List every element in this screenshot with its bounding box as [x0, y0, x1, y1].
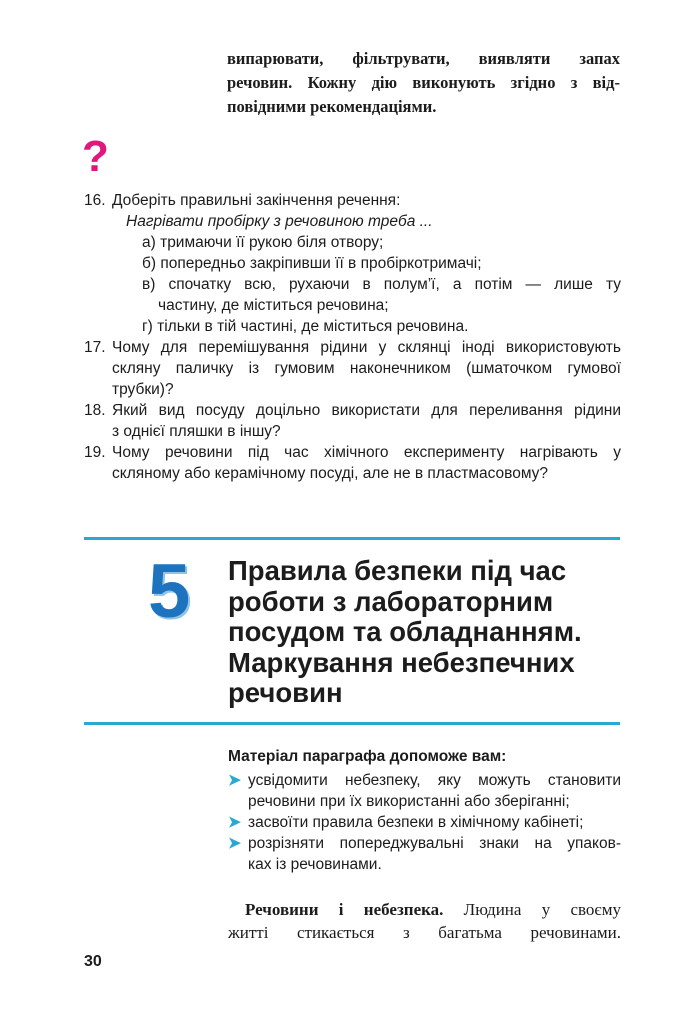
page-number: 30 [84, 953, 102, 970]
questions-list [84, 190, 621, 484]
chapter-title-line: Маркування небезпечних [228, 646, 575, 678]
chapter-title-line: посудом та обладнанням. [228, 616, 582, 647]
question-number: 17. [84, 339, 106, 356]
list-item-text: усвідомити небезпеку, яку можуть становити [248, 772, 621, 789]
list-item [228, 833, 621, 875]
chapter-title-line: Правила безпеки під час [228, 555, 567, 586]
question-number: 16. [84, 192, 106, 209]
question-text: скляну паличку із гумовим наконечником (шматочком гумової [112, 360, 621, 377]
divider-top [84, 537, 620, 540]
chapter-title [228, 556, 628, 709]
intro-line: речовин. Кожну дію виконують згідно з від- [227, 73, 620, 92]
question-19 [84, 442, 621, 463]
question-text: Чому для перемішування рідини у склянці іноді використовують [112, 339, 621, 356]
paragraph-line: житті стикається з багатьма речовинами. [228, 923, 621, 942]
question-text: з однієї пляшки в іншу? [112, 423, 281, 440]
question-option-c-continued: частину, де міститься речовина; [158, 297, 389, 314]
question-option-c: в) спочатку всю, рухаючи в полум’ї, а потім — лише ту [142, 276, 621, 293]
paragraph-line [228, 898, 621, 921]
question-number: 18. [84, 402, 106, 419]
question-17 [84, 337, 621, 358]
list-item [228, 812, 621, 833]
question-text: трубки)? [112, 381, 174, 398]
question-lead: Нагрівати пробірку з речовиною треба ... [126, 213, 433, 230]
question-18 [84, 400, 621, 421]
question-option-a: а) тримаючи її рукою біля отвору; [142, 234, 384, 251]
chevron-right-icon: ➤ [228, 835, 241, 852]
question-text: Чому речовини під час хімічного експерименту нагрівають у [112, 444, 621, 461]
question-option-b: б) попередньо закріпивши її в пробіркотримачі; [142, 255, 482, 272]
intro-line: повідними рекомендаціями. [227, 97, 437, 116]
intro-text [227, 47, 620, 119]
question-text: Який вид посуду доцільно використати для переливання рідини [112, 402, 621, 419]
question-text: Доберіть правильні закінчення речення: [112, 192, 401, 209]
question-number: 19. [84, 444, 106, 461]
intro-line: випарювати, фільтрувати, виявляти запах [227, 49, 620, 68]
question-text: скляному або керамічному посуді, але не в пластмасовому? [112, 465, 549, 482]
chapter-title-line: роботи з лабораторним [228, 585, 554, 617]
chapter-number: 5 [148, 549, 191, 634]
chapter-title-line: речовин [228, 677, 343, 708]
learning-goals [228, 746, 621, 875]
paragraph-text: Людина у своєму [443, 900, 621, 919]
list-item [228, 770, 621, 812]
learning-goals-title: Матеріал параграфа допоможе вам: [228, 748, 507, 765]
question-option-d: г) тільки в тій частині, де міститься речовина. [142, 318, 469, 335]
question-mark-icon: ? [82, 132, 109, 181]
body-paragraph [228, 898, 621, 944]
chevron-right-icon: ➤ [228, 772, 241, 789]
list-item-text: ках із речовинами. [248, 856, 382, 873]
question-16 [84, 190, 621, 211]
chevron-right-icon: ➤ [228, 814, 241, 831]
list-item-text: засвоїти правила безпеки в хімічному кабінеті; [248, 814, 584, 831]
list-item-text: розрізняти попереджувальні знаки на упаков- [248, 835, 621, 852]
divider-bottom [84, 722, 620, 725]
list-item-text: речовини при їх використанні або зберіганні; [248, 793, 570, 810]
paragraph-heading: Речовини і небезпека. [245, 900, 444, 919]
